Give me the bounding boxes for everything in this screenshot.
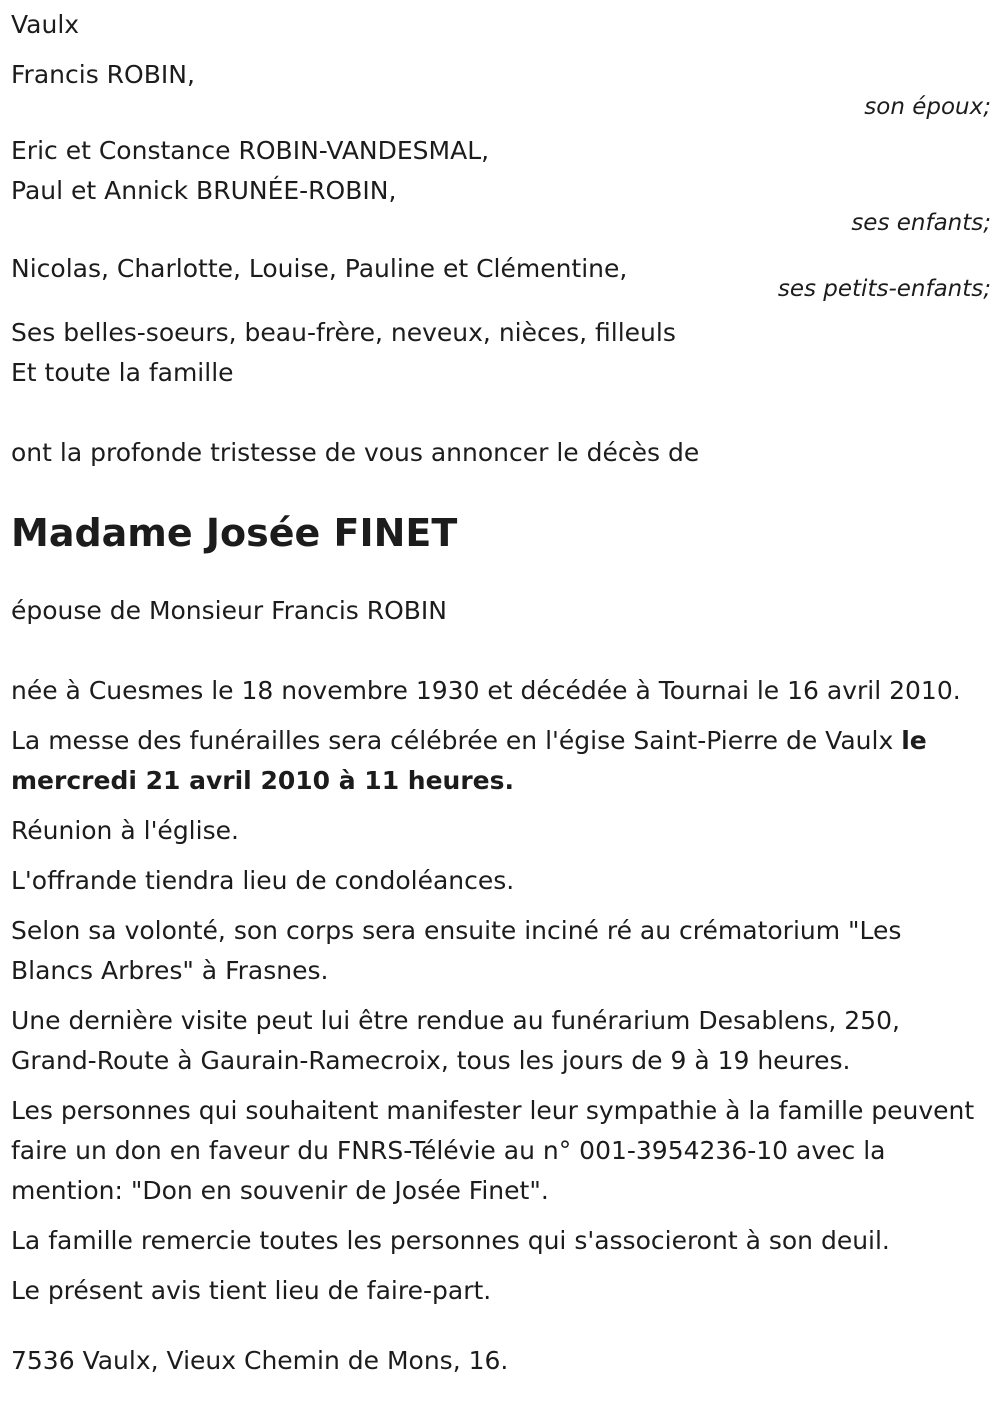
mass-datetime: le mercredi 21 avril 2010 à 11 heures.: [11, 726, 927, 795]
donation-text: Les personnes qui souhaitent manifester leur sympathie à la famille peuvent faire un don en faveur du FNRS-Télévie au n° 001-3954236-10 avec la mention: "Don en souvenir de Josée Finet".: [11, 1096, 975, 1205]
spouse-role: son époux;: [864, 94, 991, 120]
meeting-text: Réunion à l'église.: [11, 816, 239, 845]
obituary-notice: [11, 5, 991, 1381]
mass-location: La messe des funérailles sera célébrée en l'égise Saint-Pierre de Vaulx: [11, 726, 902, 755]
details-section: [11, 671, 991, 1311]
grandchildren-role: ses petits-enfants;: [777, 276, 991, 302]
relatives-line: Et toute la famille: [11, 358, 234, 387]
children-list: [11, 131, 991, 211]
children-role: ses enfants;: [851, 210, 991, 236]
deceased-name: Madame Josée FINET: [11, 511, 458, 555]
birth-death-text: née à Cuesmes le 18 novembre 1930 et décédée à Tournai le 16 avril 2010.: [11, 676, 961, 705]
other-relatives: [11, 313, 991, 393]
cremation-text: Selon sa volonté, son corps sera ensuite inciné ré au crématorium "Les Blancs Arbres" à Frasnes.: [11, 916, 902, 985]
grandchildren-names: Nicolas, Charlotte, Louise, Pauline et Clémentine,: [11, 254, 628, 283]
visit-text: Une dernière visite peut lui être rendue au funérarium Desablens, 250, Grand-Route à Gaurain-Ramecroix, tous les jours de 9 à 19 heures.: [11, 1006, 900, 1075]
address-text: 7536 Vaulx, Vieux Chemin de Mons, 16.: [11, 1346, 509, 1375]
thanks-text: La famille remercie toutes les personnes qui s'associeront à son deuil.: [11, 1226, 890, 1255]
notice-text: Le présent avis tient lieu de faire-part.: [11, 1276, 492, 1305]
child-entry: Paul et Annick BRUNÉE-ROBIN,: [11, 176, 397, 205]
location-header: Vaulx: [11, 10, 80, 39]
announcement-text: ont la profonde tristesse de vous annoncer le décès de: [11, 438, 700, 467]
spouse-of-text: épouse de Monsieur Francis ROBIN: [11, 596, 448, 625]
child-entry: Eric et Constance ROBIN-VANDESMAL,: [11, 136, 490, 165]
offering-text: L'offrande tiendra lieu de condoléances.: [11, 866, 515, 895]
mass-text: [11, 721, 991, 801]
relatives-line: Ses belles-soeurs, beau-frère, neveux, nièces, filleuls: [11, 318, 676, 347]
spouse-name: Francis ROBIN,: [11, 60, 195, 89]
